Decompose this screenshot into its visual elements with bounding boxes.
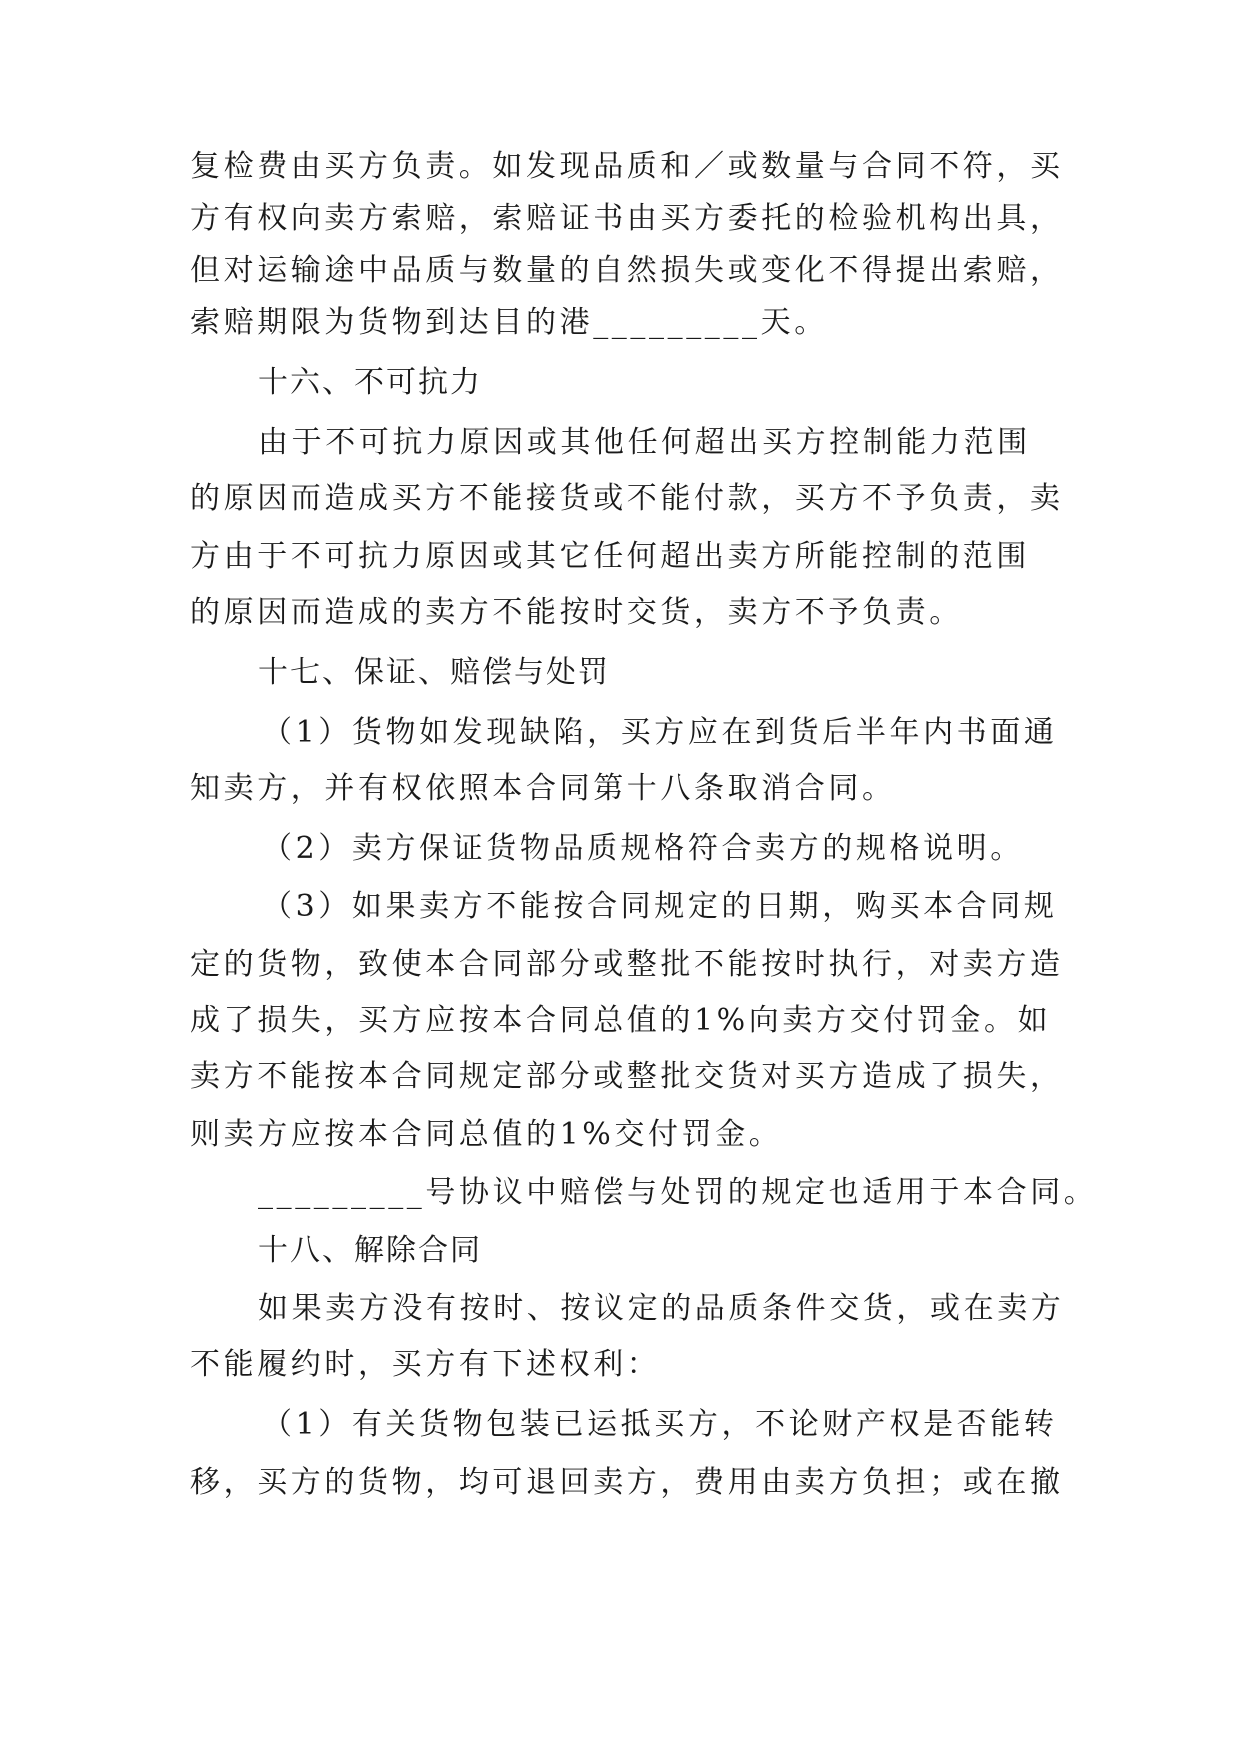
paragraph-line: 由于不可抗力原因或其他任何超出买方控制能力范围 bbox=[258, 425, 1031, 460]
paragraph-line: 知卖方，并有权依照本合同第十八条取消合同。 bbox=[190, 771, 896, 806]
paragraph-line: 的原因而造成买方不能接货或不能付款，买方不予负责，卖 bbox=[190, 481, 1064, 516]
paragraph-line: 方有权向卖方索赔，索赔证书由买方委托的检验机构出具， bbox=[190, 201, 1064, 236]
paragraph-line: 不能履约时，买方有下述权利： bbox=[190, 1347, 661, 1382]
paragraph-line: 复检费由买方负责。如发现品质和／或数量与合同不符，买 bbox=[190, 149, 1064, 184]
paragraph-line: 的原因而造成的卖方不能按时交货，卖方不予负责。 bbox=[190, 595, 963, 630]
paragraph-line: 但对运输途中品质与数量的自然损失或变化不得提出索赔， bbox=[190, 253, 1064, 288]
paragraph-line: 卖方不能按本合同规定部分或整批交货对买方造成了损失， bbox=[190, 1059, 1064, 1094]
paragraph-line: 索赔期限为货物到达目的港_________天。 bbox=[190, 305, 828, 340]
paragraph-line: _________号协议中赔偿与处罚的规定也适用于本合同。 bbox=[258, 1175, 1098, 1210]
paragraph-line: 如果卖方没有按时、按议定的品质条件交货，或在卖方 bbox=[258, 1291, 1065, 1326]
paragraph-line: （1）货物如发现缺陷，买方应在到货后半年内书面通 bbox=[262, 715, 1058, 750]
paragraph-line: （1）有关货物包装已运抵买方，不论财产权是否能转 bbox=[262, 1407, 1058, 1442]
paragraph-line: 移，买方的货物，均可退回卖方，费用由卖方负担；或在撤 bbox=[190, 1465, 1064, 1500]
paragraph-line: （3）如果卖方不能按合同规定的日期，购买本合同规 bbox=[262, 889, 1058, 924]
paragraph-line: 方由于不可抗力原因或其它任何超出卖方所能控制的范围 bbox=[190, 539, 1030, 574]
section-heading: 十六、不可抗力 bbox=[258, 365, 482, 400]
paragraph-line: 成了损失，买方应按本合同总值的1%向卖方交付罚金。如 bbox=[190, 1003, 1052, 1038]
paragraph-line: 定的货物，致使本合同部分或整批不能按时执行，对卖方造 bbox=[190, 947, 1064, 982]
paragraph-line: （2）卖方保证货物品质规格符合卖方的规格说明。 bbox=[262, 831, 1024, 866]
section-heading: 十七、保证、赔偿与处罚 bbox=[258, 655, 610, 690]
paragraph-line: 则卖方应按本合同总值的1%交付罚金。 bbox=[190, 1117, 783, 1152]
section-heading: 十八、解除合同 bbox=[258, 1233, 482, 1268]
